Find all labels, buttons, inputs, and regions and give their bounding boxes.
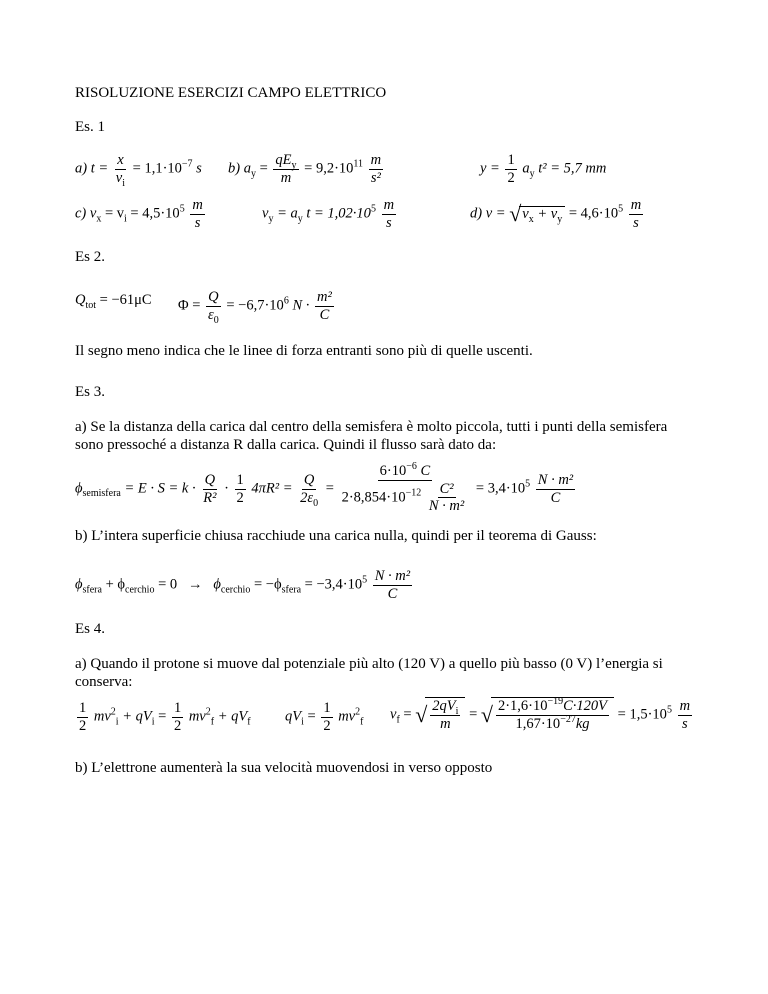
es4-heading: Es 4. — [75, 621, 105, 637]
es1-d-formula: d) $v = √v_x + v_y = 4,6\cdot 10^5$ $\frac{m}{s}$ — [470, 197, 642, 231]
es1-c-formula: c) $v_x = v_i = 4,5\cdot 10^5$ $\frac{m}{s}$ — [75, 197, 203, 231]
es3-b-text: b) L’intera superficie chiusa racchiude una carica nulla, quindi per il teorema di Gauss: — [75, 528, 597, 544]
es1-a-formula: a) t = $\frac{x}{v_i}$ = $1,1\cdot 10^{-7}$ s — [75, 152, 202, 189]
es1-c-vy-formula: $v_y = a_y$ $t = 1,02\cdot 10^5$ $\frac{m}{s}$ — [262, 197, 395, 231]
es1-b-formula: b) $a_y$ = $\frac{qE_y}{m}$ = $9,2\cdot 10^{11}$ $\frac{m}{\text{s²}}$ — [228, 152, 382, 186]
es3-heading: Es 3. — [75, 384, 105, 400]
es2-heading: Es 2. — [75, 249, 105, 265]
es4-vf-formula: $v_f$ = √ $\frac{2qV_i}{m}$ = √ $\frac{2\cdot 1,6\cdot 10^{-19}C\cdot 120V}{1,67\cdot 10^{-27}kg}$ = $1,5\cdot 10^5$ $\frac{m}{s}$ — [390, 696, 691, 732]
es4-b-text: b) L’elettrone aumenterà la sua velocità muovendosi in verso opposto — [75, 760, 493, 776]
es4-a-text: a) Quando il protone si muove dal potenziale più alto (120 V) a quello più basso (0 V) l’energia si conserva: — [75, 656, 663, 690]
es2-qtot: $Q_{tot} = -61\mu C$ — [75, 292, 152, 311]
es3-a-text: a) Se la distanza della carica dal centro della semisfera è molto piccola, tutti i punti della semisfera sono pressoché a distanza R dalla carica. Quindi il flusso sarà dato da: — [75, 419, 668, 453]
es4-energy-formula: $\frac{1}{2}$ $mv^2_i + qV_i$ = $\frac{1}{2}$ $mv^2_f + qV_f$ — [79, 700, 251, 734]
es2-flux-formula: Φ = $\frac{Q}{\varepsilon_0}$ = $-6,7\cdot 10^6$ N · $\frac{\text{m²}}{C}$ — [178, 289, 332, 326]
es2-note: Il segno meno indica che le linee di forza entranti sono più di quelle uscenti. — [75, 343, 533, 359]
es3-a-formula: $\phi_{semisfera} = E \cdot S = k$ · $\frac{Q}{\text{R²}}$ · $\frac{1}{2}$ 4πR² = $\frac{Q}{2\varepsilon_0}$ = $6\cdot 10^{-6}$ C $2\cdot 8,854\cdot 10^{-12}$ $\frac{\text{C²}}{\text{N · m²}}$ = $3,4\cdot 10^5$ $\frac{\text{N · m²}}{C}$ — [75, 461, 574, 515]
es3-b-formula: $\phi_{sfera} + \phi_{cerchio} = 0$ → $\phi_{cerchio} = -\phi_{sfera} = -3,4\cdot 10^5$ $\frac{\text{N · m²}}{C}$ — [75, 568, 411, 602]
es1-heading: Es. 1 — [75, 119, 105, 135]
page-title: RISOLUZIONE ESERCIZI CAMPO ELETTRICO — [75, 85, 387, 101]
es4-qv-formula: $qV_i$ = $\frac{1}{2}$ $mv^2_f$ — [285, 700, 364, 734]
es1-b-y-formula: y = $\frac{1}{2}$ $a_y$ t² = 5,7 mm — [480, 152, 607, 186]
